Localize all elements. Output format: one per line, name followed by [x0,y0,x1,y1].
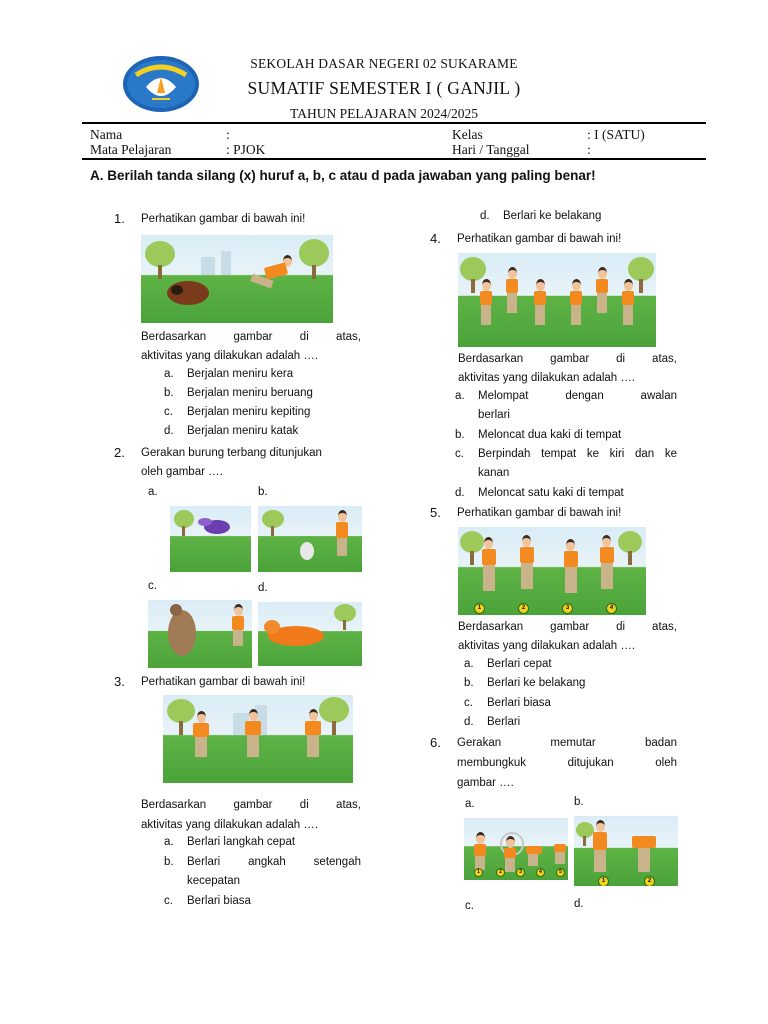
school-year: TAHUN PELAJARAN 2024/2025 [290,106,478,121]
q5-prompt: Perhatikan gambar di bawah ini! [457,507,622,519]
q3-option-text: kecepatan [187,875,241,887]
q2-label-b[interactable]: b. [258,486,268,498]
q4-option-text: Meloncat dua kaki di tempat [478,428,622,441]
section-instruction: A. Berilah tanda silang (x) huruf a, b, c atau d pada jawaban yang paling benar! [90,168,596,183]
q1-text-2: aktivitas yang dilakukan adalah …. [141,350,319,362]
q5-step-4: 4 [606,603,617,614]
q5-option-text: Berlari ke belakang [487,677,586,690]
hari-label: Hari / Tanggal [452,142,530,157]
q6-label-c[interactable]: c. [465,900,474,912]
kelas-label: Kelas [452,127,483,142]
kelas-value: : I (SATU) [587,127,645,142]
q6-number: 6. [430,735,441,750]
q2-image-d [258,602,362,666]
q4-option-letter[interactable]: b. [455,428,465,441]
q2-image-b [258,506,362,572]
q5-step-3: 3 [562,603,573,614]
q4-option-letter[interactable]: c. [455,447,464,460]
q6b-step-2: 2 [644,876,655,886]
q4-option-text: Melompat dengan awalan [478,390,677,402]
q6-line-1: Gerakan memutar badan [457,737,677,749]
q5-text-2: aktivitas yang dilakukan adalah …. [458,640,636,652]
q5-text-1: Berdasarkan gambar di atas, [458,621,677,633]
q2-line-1: Gerakan burung terbang ditunjukan [141,447,322,459]
q3-option-text: Berlari angkah setengah [187,855,361,868]
q3-option-letter[interactable]: b. [164,855,174,868]
q5-option-letter[interactable]: d. [464,715,474,728]
q1-text-1: Berdasarkan gambar di atas, [141,331,361,343]
school-name: SEKOLAH DASAR NEGERI 02 SUKARAME [250,56,518,71]
q4-number: 4. [430,231,441,246]
q3-number: 3. [114,674,125,689]
q1-option-text: Berjalan meniru kera [187,368,294,380]
mapel-value: : PJOK [226,142,266,157]
q2-image-c [148,600,252,668]
q6a-step-4: 4 [536,868,545,877]
q5-number: 5. [430,505,441,520]
q2-label-a[interactable]: a. [148,486,158,498]
q5-option-letter[interactable]: a. [464,658,474,670]
q4-option-letter[interactable]: d. [455,486,465,499]
q1-number: 1. [114,211,125,226]
q5-image [458,527,646,615]
q1-option-letter[interactable]: c. [164,406,173,418]
q4-prompt: Perhatikan gambar di bawah ini! [457,233,622,245]
q6a-step-5: 5 [556,868,565,877]
q6a-step-2: 2 [496,868,505,877]
q2-line-2: oleh gambar …. [141,466,223,478]
q6-image-b [574,816,678,886]
q6-image-a [464,818,568,880]
q5-option-text: Berlari cepat [487,658,552,670]
q6b-step-1: 1 [598,876,609,886]
q1-prompt: Perhatikan gambar di bawah ini! [141,213,306,225]
q6-label-a[interactable]: a. [465,798,475,810]
q6-label-d[interactable]: d. [574,898,584,910]
q4-option-text: berlari [478,409,510,422]
mapel-label: Mata Pelajaran [90,142,172,157]
q1-option-text: Berjalan meniru kepiting [187,406,311,418]
q3-option-text: Berlari biasa [187,894,251,907]
q4-option-letter[interactable]: a. [455,390,465,402]
q3-prompt: Perhatikan gambar di bawah ini! [141,676,306,688]
q2-label-d[interactable]: d. [258,582,268,594]
q6-line-2: membungkuk ditujukan oleh [457,757,677,769]
q4-text-2: aktivitas yang dilakukan adalah …. [458,372,636,384]
q4-image [458,253,656,347]
q3-text-1: Berdasarkan gambar di atas, [141,799,361,811]
exam-title: SUMATIF SEMESTER I ( GANJIL ) [247,78,521,98]
q5-option-text: Berlari [487,715,521,728]
q5-step-2: 2 [518,603,529,614]
q1-option-letter[interactable]: b. [164,387,174,399]
q1-option-text: Berjalan meniru katak [187,425,299,437]
q4-option-text: Meloncat satu kaki di tempat [478,486,624,499]
q1-option-text: Berjalan meniru beruang [187,387,313,399]
q3-option-letter[interactable]: a. [164,836,174,848]
q6a-step-1: 1 [474,868,483,877]
q3-option-d-text: Berlari ke belakang [503,210,602,222]
q4-text-1: Berdasarkan gambar di atas, [458,353,677,365]
q5-step-1: 1 [474,603,485,614]
q4-option-text: kanan [478,467,510,480]
q2-label-c[interactable]: c. [148,580,157,592]
q3-text-2: aktivitas yang dilakukan adalah …. [141,819,319,831]
q3-image [163,695,353,783]
header-rule-top [82,122,706,124]
q2-image-a [170,506,251,572]
q4-option-text: Berpindah tempat ke kiri dan ke [478,447,677,460]
q3-option-d-letter[interactable]: d. [480,210,490,222]
q1-option-letter[interactable]: d. [164,425,174,437]
nama-colon: : [226,127,230,142]
q6-line-3: gambar …. [457,777,514,789]
q1-option-letter[interactable]: a. [164,368,174,380]
q6-label-b[interactable]: b. [574,796,584,808]
q3-option-letter[interactable]: c. [164,894,173,907]
q6a-step-3: 3 [516,868,525,877]
q2-number: 2. [114,445,125,460]
q5-option-letter[interactable]: c. [464,696,473,709]
hari-value: : [587,142,591,157]
header-rule-bottom [82,158,706,160]
q5-option-text: Berlari biasa [487,696,551,709]
q1-image [141,235,333,323]
q5-option-letter[interactable]: b. [464,677,474,690]
q3-option-text: Berlari langkah cepat [187,836,296,848]
nama-label: Nama [90,127,123,142]
